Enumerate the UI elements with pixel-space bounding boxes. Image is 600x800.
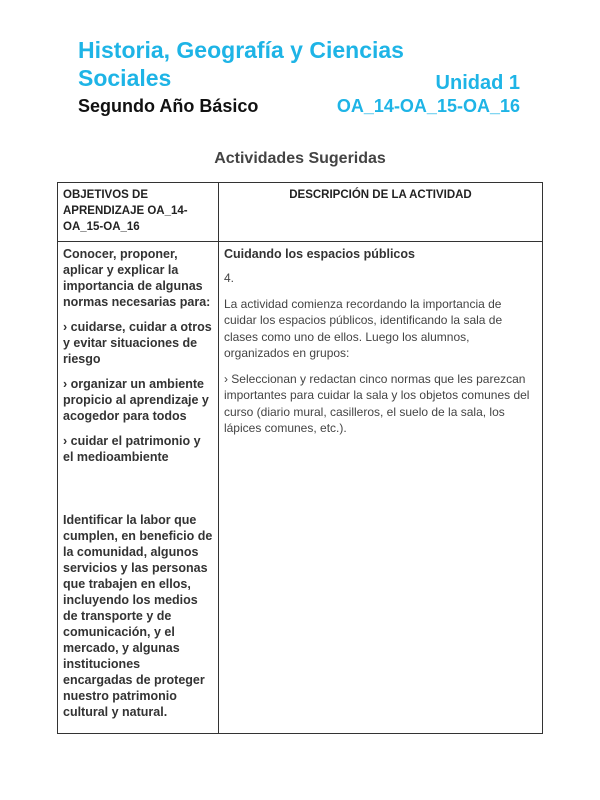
table-header-row <box>58 183 543 242</box>
oa-codes: OA_14-OA_15-OA_16 <box>336 96 520 116</box>
activity-paragraph: La actividad comienza recordando la importancia de cuidar los espacios públicos, identificando la sala de clases como uno de ellos. Luego los alumnos, organizados en grupos: <box>223 296 503 360</box>
objective-intro: Conocer, proponer, aplicar y explicar la importancia de algunas normas necesarias para: <box>63 247 211 309</box>
objective-item: › cuidar el patrimonio y el medioambiente <box>63 434 201 464</box>
objective-item: › organizar un ambiente propicio al aprendizaje y acogedor para todos <box>63 377 209 423</box>
subject-title-line2: Sociales <box>78 65 172 91</box>
table-row <box>58 242 543 734</box>
section-title: Actividades Sugeridas <box>214 150 386 167</box>
activity-number: 4. <box>223 271 234 285</box>
description-cell <box>218 242 542 734</box>
grade-label: Segundo Año Básico <box>78 96 259 116</box>
activity-title: Cuidando los espacios públicos <box>223 247 415 261</box>
spacer <box>63 474 213 512</box>
objectives-cell <box>58 242 219 734</box>
title-row <box>78 64 528 92</box>
grade-row <box>78 96 528 117</box>
objectives-header: OBJETIVOS DE APRENDIZAJE OA_14-OA_15-OA_16 <box>58 183 219 242</box>
document-header <box>78 36 528 117</box>
objective-community: Identificar la labor que cumplen, en beneficio de la comunidad, algunos servicios y las personas que trabajen en ellos, incluyendo los medios de transporte y de comunicación, y el mercado, y algunas instituciones encargadas de proteger nuestro patrimonio cultural y natural. <box>63 513 213 719</box>
unit-label: Unidad 1 <box>435 72 520 94</box>
objective-item: › cuidarse, cuidar a otros y evitar situaciones de riesgo <box>63 320 212 366</box>
description-header: DESCRIPCIÓN DE LA ACTIVIDAD <box>218 183 542 242</box>
subject-title-line1: Historia, Geografía y Ciencias <box>78 37 404 63</box>
activity-paragraph: › Seleccionan y redactan cinco normas que les parezcan importantes para cuidar la sala y los objetos comunes del curso (diario mural, casilleros, el suelo de la sala, los lápices comunes, etc.). <box>223 371 530 435</box>
activity-table <box>57 182 543 734</box>
